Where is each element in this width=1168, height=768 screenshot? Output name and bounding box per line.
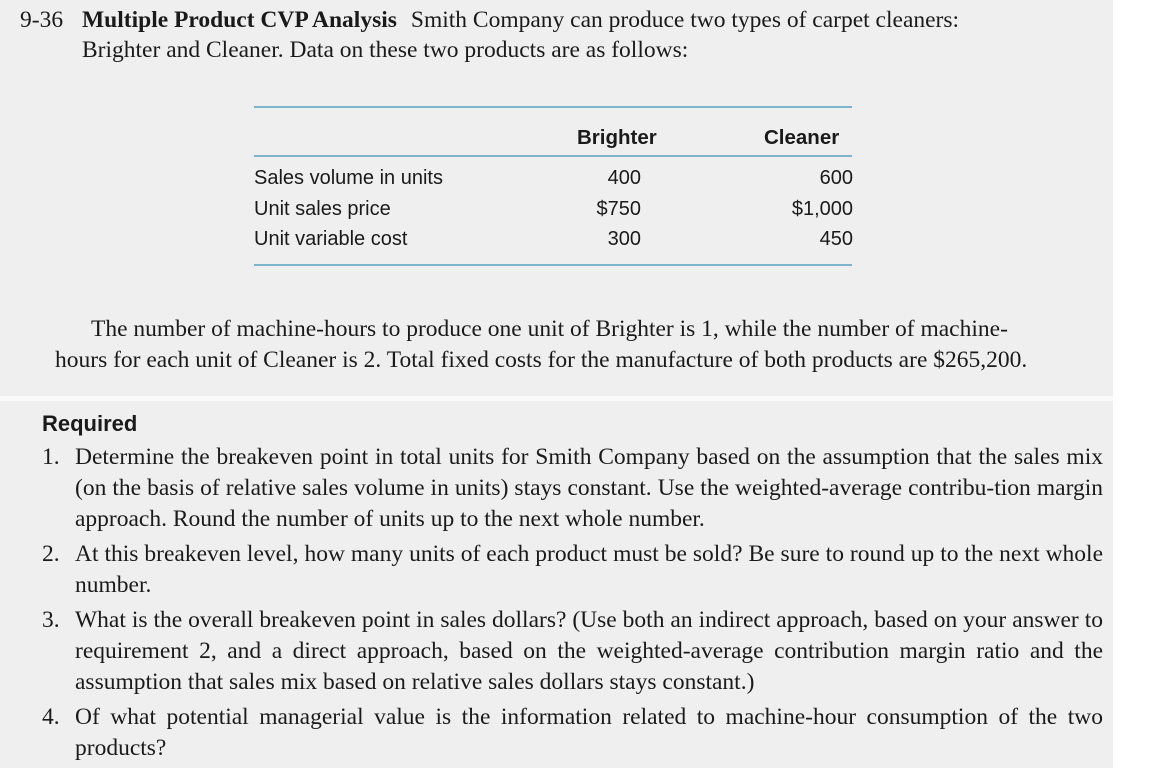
table-header-rule [254,155,852,157]
problem-intro-line2: Brighter and Cleaner. Data on these two products are as follows: [82,36,689,63]
brighter-value: 300 [607,228,641,250]
paragraph-line2: hours for each unit of Cleaner is 2. Total fixed costs for the manufacture of both products are $265,200. [55,347,1028,373]
table-row [0,228,1113,258]
required-heading: Required [42,411,138,436]
cleaner-value: 600 [819,167,853,189]
item-text: At this breakeven level, how many units of each product must be sold? Be sure to round up to the next whole number. [75,541,1103,598]
problem-header [20,6,1110,65]
row-label: Unit variable cost [254,228,408,250]
required-list [42,442,1103,768]
item-number: 2. [42,541,60,567]
table-bottom-rule [254,264,852,266]
table-row [0,167,1113,197]
table-top-rule [254,106,852,108]
row-label: Unit sales price [254,198,391,220]
brighter-value: 400 [607,167,641,189]
required-item [42,605,1103,698]
item-number: 3. [42,607,60,633]
item-text: Of what potential managerial value is the information related to machine-hour consumption of the two products? [75,704,1103,761]
problem-header-line1 [20,6,1110,36]
problem-number: 9-36 [20,7,64,33]
cleaner-value: 450 [819,228,853,250]
required-item [42,702,1103,764]
problem-intro-line1: Smith Company can produce two types of carpet cleaners: [410,7,960,33]
problem-title: Multiple Product CVP Analysis [82,7,397,33]
item-text: What is the overall breakeven point in sales dollars? (Use both an indirect approach, based on your answer to requirement 2, and a direct approach, based on the weighted-average contribution margin ratio and the assumption that sales mix based on relative sales dollars stays constant.) [75,607,1103,695]
item-number: 4. [42,704,60,730]
cleaner-value: $1,000 [791,198,853,220]
table-row [0,198,1113,228]
brighter-value: $750 [596,198,641,220]
column-header-brighter: Brighter [577,126,657,149]
column-header-cleaner: Cleaner [764,126,840,149]
item-text: Determine the breakeven point in total units for Smith Company based on the assumption that the sales mix (on the basis of relative sales volume in units) stays constant. Use the weighted-average contribu-tion margin approach. Round the number of units up to the next whole number. [75,444,1103,532]
item-number: 1. [42,444,60,470]
section-divider [0,396,1113,401]
required-item [42,539,1103,601]
row-label: Sales volume in units [254,167,443,189]
required-item [42,442,1103,535]
paragraph-line1: The number of machine-hours to produce one unit of Brighter is 1, while the number of machine- [91,316,1008,342]
machine-hours-paragraph [55,314,1105,376]
